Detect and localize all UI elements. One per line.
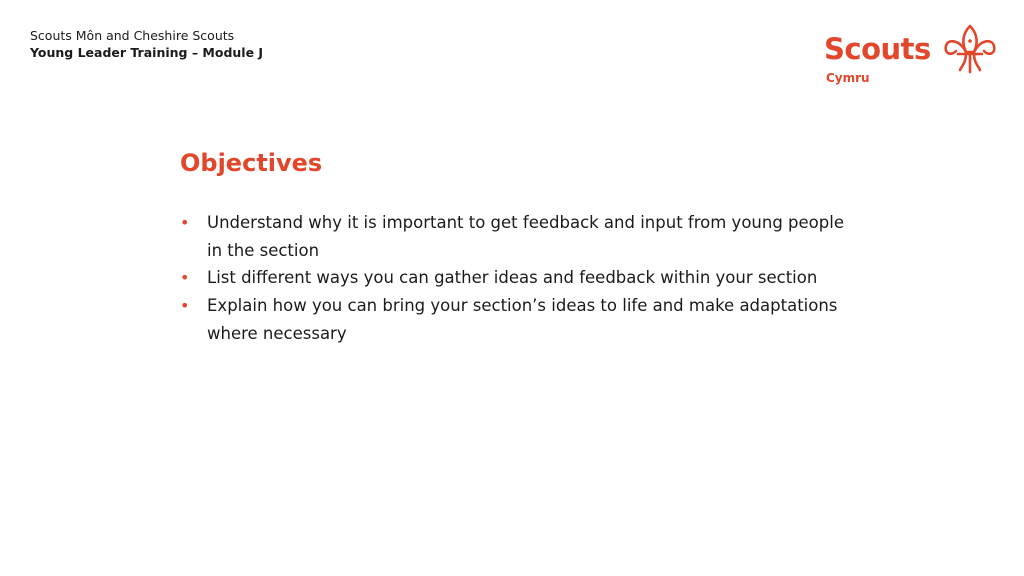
logo-wordmark: Scouts bbox=[824, 32, 931, 66]
fleur-de-lis-icon bbox=[942, 24, 998, 74]
objective-item bbox=[180, 209, 860, 264]
bullet-icon: • bbox=[180, 296, 190, 316]
objective-text: Understand why it is important to get feedback and input from young people in the section bbox=[207, 213, 844, 260]
slide-header bbox=[30, 27, 263, 61]
logo-subtitle: Cymru bbox=[826, 71, 870, 85]
bullet-icon: • bbox=[180, 213, 190, 232]
scouts-cymru-logo bbox=[824, 24, 1000, 88]
module-name: Young Leader Training – Module J bbox=[30, 45, 264, 60]
objective-item bbox=[180, 292, 860, 347]
organisation-name: Scouts Môn and Cheshire Scouts bbox=[30, 28, 235, 43]
objective-text: Explain how you can bring your section’s ideas to life and make adaptations where necessary bbox=[207, 296, 838, 343]
objective-text: List different ways you can gather ideas and feedback within your section bbox=[207, 268, 818, 288]
slide-title: Objectives bbox=[180, 149, 323, 177]
objective-item bbox=[180, 264, 860, 292]
objectives-list bbox=[180, 209, 860, 348]
bullet-icon: • bbox=[180, 268, 190, 288]
